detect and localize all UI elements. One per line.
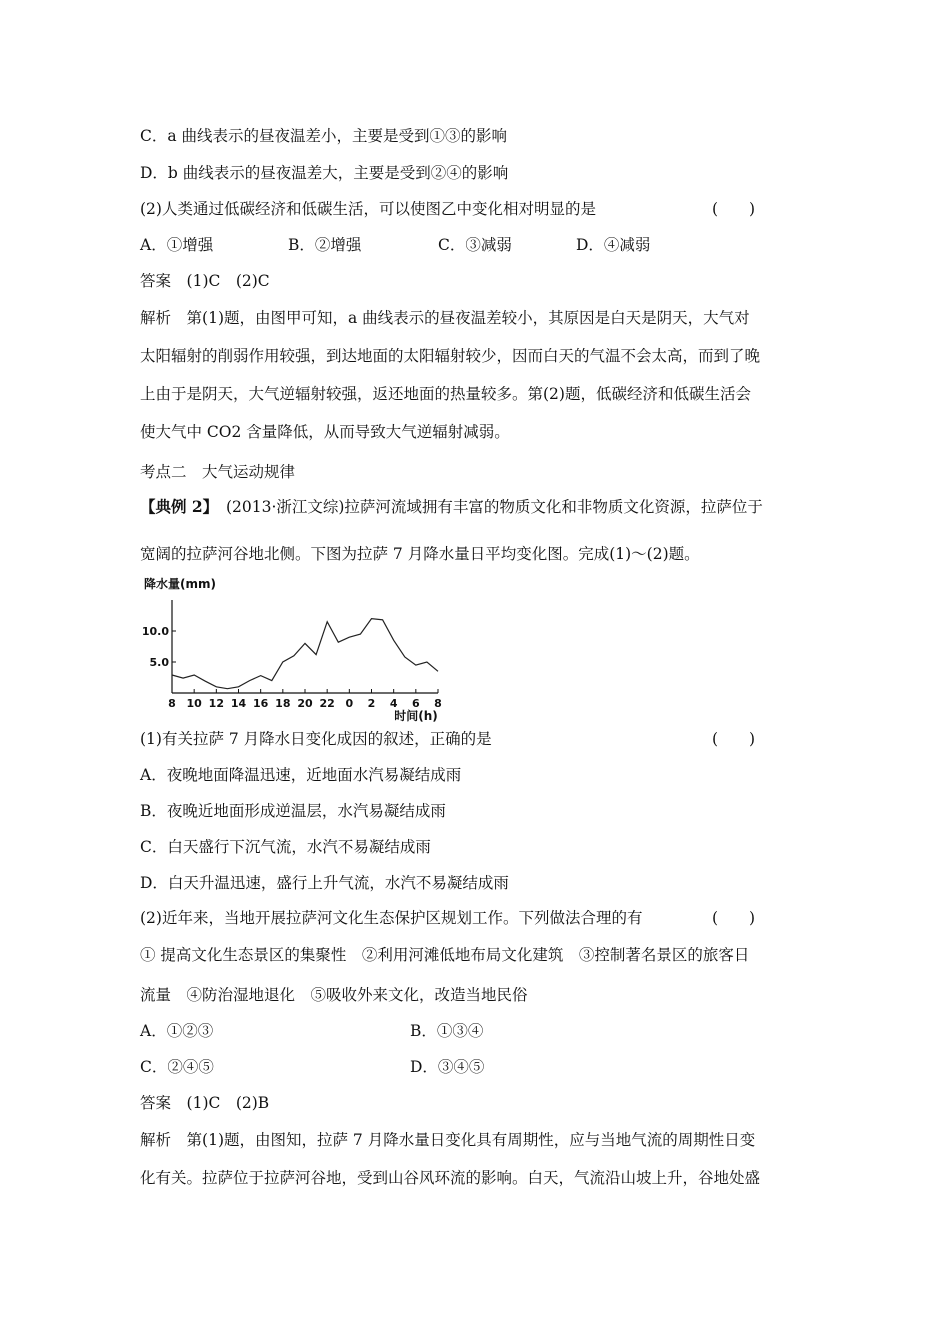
answer-line: [140, 1093, 269, 1113]
answer-label: 答案: [140, 1094, 172, 1112]
question-items: 流量 ④防治湿地退化 ⑤吸收外来文化，改造当地民俗: [140, 986, 528, 1004]
x-axis-label: 时间(h): [394, 709, 438, 723]
x-tick-label: 14: [230, 697, 247, 710]
example-2-line: 宽阔的拉萨河谷地北侧。下图为拉萨 7 月降水量日平均变化图。完成(1)～(2)题。: [140, 545, 700, 563]
option-d: D．白天升温迅速，盛行上升气流，水汽不易凝结成雨: [140, 874, 509, 892]
y-axis-label: 降水量(mm): [144, 577, 216, 591]
option-d: D．④减弱: [576, 236, 651, 254]
question-2-stem: (2)人类通过低碳经济和低碳生活，可以使图乙中变化相对明显的是: [140, 200, 596, 218]
option-c: C．a 曲线表示的昼夜温差小，主要是受到①③的影响: [140, 127, 508, 145]
question-stem: (2)近年来，当地开展拉萨河文化生态保护区规划工作。下列做法合理的有: [140, 909, 643, 927]
example-text: (2013·浙江文综)拉萨河流域拥有丰富的物质文化和非物质文化资源，拉萨位于: [225, 498, 763, 516]
analysis-line: 太阳辐射的削弱作用较强，到达地面的太阳辐射较少，因而白天的气温不会太高，而到了晚: [140, 347, 761, 365]
x-tick-label: 4: [389, 697, 398, 710]
x-tick-label: 0: [345, 697, 354, 710]
answer-value: (1)C (2)B: [186, 1094, 270, 1112]
answer-paren: ( ): [712, 200, 756, 218]
option-c: C．③减弱: [438, 236, 512, 254]
x-tick-label: 8: [168, 697, 176, 710]
example-2-line: [140, 497, 763, 517]
analysis-line: 化有关。拉萨位于拉萨河谷地，受到山谷风环流的影响。白天，气流沿山坡上升，谷地处盛: [140, 1169, 761, 1187]
answer-line: [140, 271, 270, 291]
example-tag: 【典例 2】: [140, 497, 211, 516]
option-b: B．①③④: [410, 1022, 484, 1040]
question-stem: (1)有关拉萨 7 月降水日变化成因的叙述，正确的是: [140, 730, 492, 748]
answer-value: (1)C (2)C: [186, 272, 270, 290]
question-items: ① 提高文化生态景区的集聚性 ②利用河滩低地布局文化建筑 ③控制著名景区的旅客日: [140, 946, 750, 964]
x-tick-label: 12: [208, 697, 224, 710]
analysis-line: 上由于是阴天，大气逆辐射较强，返还地面的热量较多。第(2)题，低碳经济和低碳生活会: [140, 385, 751, 403]
x-tick-label: 16: [253, 697, 269, 710]
option-d: D．b 曲线表示的昼夜温差大，主要是受到②④的影响: [140, 164, 509, 182]
question-2-options: [140, 235, 740, 255]
x-tick-label: 2: [367, 697, 376, 710]
option-a: A．①②③: [140, 1022, 214, 1040]
series-line: [172, 619, 438, 689]
option-c: C．②④⑤: [140, 1058, 214, 1076]
answer-label: 答案: [140, 272, 172, 290]
x-tick-label: 20: [297, 697, 313, 710]
analysis-text: 第(1)题，由图甲可知，a 曲线表示的昼夜温差较小，其原因是白天是阴天，大气对: [186, 309, 750, 327]
section-title: 考点二 大气运动规律: [140, 463, 296, 481]
analysis-line: [140, 308, 750, 328]
x-tick-label: 10: [186, 697, 202, 710]
x-tick-label: 22: [319, 697, 335, 710]
option-b: B．②增强: [288, 236, 362, 254]
option-c: C．白天盛行下沉气流，水汽不易凝结成雨: [140, 838, 431, 856]
x-tick-label: 18: [275, 697, 291, 710]
analysis-line: [140, 1130, 755, 1150]
answer-paren: ( ): [712, 909, 756, 927]
y-tick-label: 5.0: [149, 656, 169, 669]
analysis-label: 解析: [140, 309, 172, 327]
analysis-label: 解析: [140, 1131, 172, 1149]
x-tick-label: 6: [412, 697, 420, 710]
option-a: A．①增强: [140, 236, 214, 254]
option-b: B．夜晚近地面形成逆温层，水汽易凝结成雨: [140, 802, 446, 820]
y-tick-label: 10.0: [141, 625, 169, 638]
analysis-text: 第(1)题，由图知，拉萨 7 月降水量日变化具有周期性，应与当地气流的周期性日变: [186, 1131, 756, 1149]
option-a: A．夜晚地面降温迅速，近地面水汽易凝结成雨: [140, 766, 462, 784]
answer-paren: ( ): [712, 730, 756, 748]
option-d: D．③④⑤: [410, 1058, 485, 1076]
precipitation-chart: [140, 572, 450, 728]
x-tick-label: 8: [434, 697, 442, 710]
analysis-line: 使大气中 CO2 含量降低，从而导致大气逆辐射减弱。: [140, 423, 510, 441]
